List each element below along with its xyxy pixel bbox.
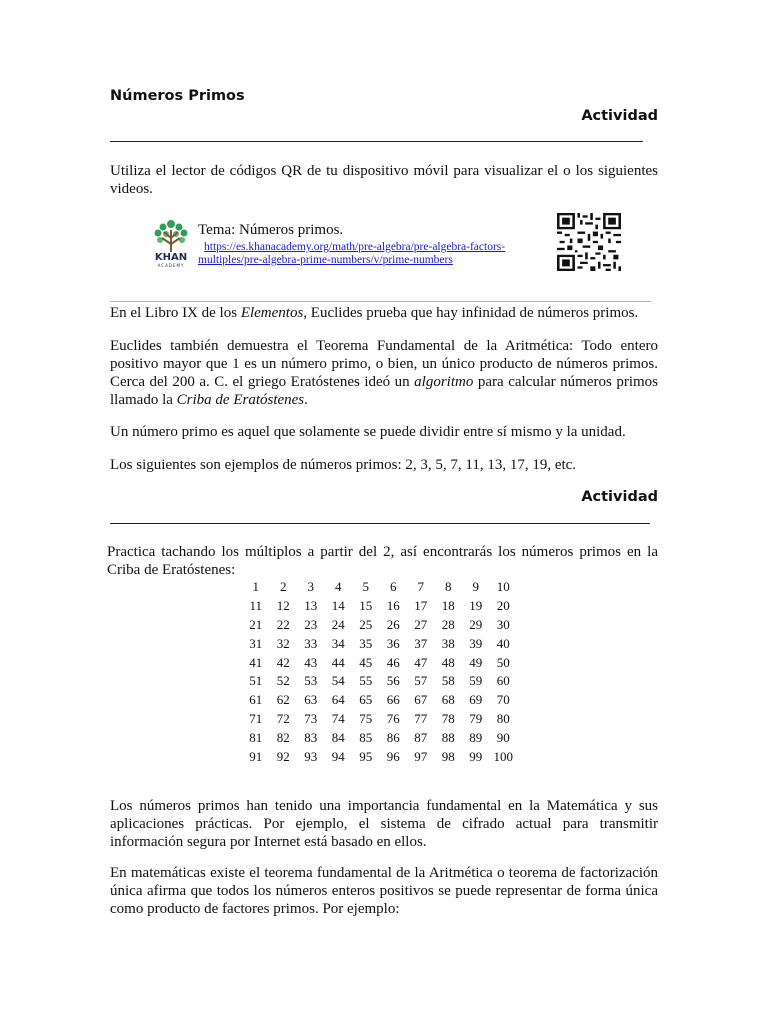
factorization-paragraph: En matemáticas existe el teorema fundamental de la Aritmética o teorema de factorización única afirma que todos los números enteros positivos se puede representar de forma única como producto de factores primos. Por ejemplo: <box>110 865 658 917</box>
khan-logo-subtext: ACADEMY <box>157 263 185 268</box>
sieve-number[interactable]: 30 <box>496 616 510 632</box>
sieve-number[interactable]: 54 <box>331 673 345 689</box>
sieve-number[interactable]: 49 <box>469 654 483 670</box>
sieve-number[interactable]: 12 <box>276 598 290 614</box>
sieve-number[interactable]: 50 <box>496 654 510 670</box>
sieve-number[interactable]: 7 <box>417 579 424 595</box>
sieve-number[interactable]: 74 <box>331 710 345 726</box>
text-span: para calcular números primos llamado la <box>110 374 658 408</box>
sieve-number[interactable]: 40 <box>496 635 510 651</box>
sieve-number[interactable]: 94 <box>331 748 345 764</box>
sieve-number[interactable]: 56 <box>386 673 400 689</box>
sieve-number[interactable]: 52 <box>276 673 290 689</box>
sieve-number[interactable]: 76 <box>386 710 400 726</box>
prime-definition: Un número primo es aquel que solamente se puede dividir entre sí mismo y la unidad. <box>110 424 626 440</box>
qr-code-icon <box>557 213 621 271</box>
sieve-number[interactable]: 87 <box>414 729 428 745</box>
sieve-number[interactable]: 38 <box>441 635 455 651</box>
sieve-number[interactable]: 100 <box>493 748 513 764</box>
separator-line-2 <box>110 523 650 524</box>
sieve-number[interactable]: 39 <box>469 635 483 651</box>
sieve-number[interactable]: 84 <box>331 729 345 745</box>
sieve-number[interactable]: 13 <box>304 598 318 614</box>
activity-heading-2: Actividad <box>581 489 658 505</box>
text-span: , Euclides prueba que hay infinidad de números primos. <box>303 305 639 321</box>
sieve-number[interactable]: 3 <box>307 579 314 595</box>
sieve-number[interactable]: 26 <box>386 616 400 632</box>
sieve-number[interactable]: 53 <box>304 673 318 689</box>
sieve-number[interactable]: 46 <box>386 654 400 670</box>
sieve-number[interactable]: 45 <box>359 654 373 670</box>
sieve-number[interactable]: 86 <box>386 729 400 745</box>
text-span: Euclides también demuestra el Teorema Fundamental de la Aritmética: Todo entero positivo mayor que 1 es un número primo, o bien, un único producto de números primos. Cerca del 200 a. C. el griego Eratóstenes ideó un <box>110 338 658 390</box>
sieve-row <box>242 653 517 672</box>
sieve-number[interactable]: 14 <box>331 598 345 614</box>
khan-logo-text: KHAN <box>154 252 188 263</box>
sieve-number[interactable]: 92 <box>276 748 290 764</box>
sieve-number[interactable]: 55 <box>359 673 373 689</box>
sieve-number[interactable]: 64 <box>331 692 345 708</box>
sieve-number[interactable]: 63 <box>304 692 318 708</box>
sieve-number[interactable]: 82 <box>276 729 290 745</box>
sieve-number[interactable]: 75 <box>359 710 373 726</box>
sieve-number[interactable]: 79 <box>469 710 483 726</box>
sieve-number[interactable]: 47 <box>414 654 428 670</box>
sieve-number[interactable]: 58 <box>441 673 455 689</box>
sieve-number[interactable]: 8 <box>445 579 452 595</box>
sieve-row <box>242 747 517 766</box>
sieve-number[interactable]: 1 <box>252 579 259 595</box>
sieve-row <box>242 672 517 691</box>
sieve-number[interactable]: 2 <box>280 579 287 595</box>
sieve-number[interactable]: 36 <box>386 635 400 651</box>
sieve-number[interactable]: 43 <box>304 654 318 670</box>
prime-examples: Los siguientes son ejemplos de números primos: 2, 3, 5, 7, 11, 13, 17, 19, etc. <box>110 457 577 473</box>
sieve-number[interactable]: 83 <box>304 729 318 745</box>
sieve-number[interactable]: 98 <box>441 748 455 764</box>
theorem-paragraph <box>110 337 658 409</box>
sieve-number[interactable]: 73 <box>304 710 318 726</box>
practice-instruction: Practica tachando los múltiplos a partir del 2, así encontrarás los números primos en la Criba de Eratóstenes: <box>107 544 658 578</box>
sieve-number[interactable]: 85 <box>359 729 373 745</box>
sieve-number[interactable]: 77 <box>414 710 428 726</box>
sieve-row <box>242 728 517 747</box>
sieve-number[interactable]: 89 <box>469 729 483 745</box>
sieve-number[interactable]: 5 <box>362 579 369 595</box>
sieve-number[interactable]: 17 <box>414 598 428 614</box>
sieve-number[interactable]: 91 <box>249 748 263 764</box>
sieve-number[interactable]: 23 <box>304 616 318 632</box>
sieve-number[interactable]: 80 <box>496 710 510 726</box>
sieve-number[interactable]: 41 <box>249 654 263 670</box>
sieve-number[interactable]: 32 <box>276 635 290 651</box>
sieve-number[interactable]: 69 <box>469 692 483 708</box>
qr-code-graphic <box>557 213 621 271</box>
sieve-number[interactable]: 48 <box>441 654 455 670</box>
sieve-number[interactable]: 4 <box>335 579 342 595</box>
sieve-number[interactable]: 27 <box>414 616 428 632</box>
sieve-row <box>242 691 517 710</box>
sieve-number[interactable]: 57 <box>414 673 428 689</box>
video-link-line-1[interactable]: https://es.khanacademy.org/math/pre-algebra/pre-algebra-factors- <box>204 241 506 253</box>
sieve-number[interactable]: 29 <box>469 616 483 632</box>
sieve-number[interactable]: 10 <box>496 579 510 595</box>
sieve-number[interactable]: 6 <box>390 579 397 595</box>
sieve-number[interactable]: 93 <box>304 748 318 764</box>
sieve-row <box>242 616 517 635</box>
video-topic: Tema: Números primos. <box>198 222 344 238</box>
sieve-number[interactable]: 72 <box>276 710 290 726</box>
sieve-of-eratosthenes <box>242 578 517 766</box>
sieve-number[interactable]: 78 <box>441 710 455 726</box>
criba-emphasis: Criba de Eratóstenes <box>176 392 305 408</box>
sieve-number[interactable]: 21 <box>249 616 263 632</box>
separator-line <box>110 141 643 142</box>
sieve-number[interactable]: 44 <box>331 654 345 670</box>
sieve-number[interactable]: 37 <box>414 635 428 651</box>
sieve-number[interactable]: 95 <box>359 748 373 764</box>
sieve-number[interactable]: 25 <box>359 616 373 632</box>
sieve-number[interactable]: 61 <box>249 692 263 708</box>
sieve-number[interactable]: 97 <box>414 748 428 764</box>
khan-academy-logo <box>150 218 192 270</box>
text-span: En el Libro IX de los <box>110 305 241 321</box>
sieve-number[interactable]: 24 <box>331 616 345 632</box>
page-title: Números Primos <box>110 88 245 104</box>
sieve-row <box>242 597 517 616</box>
sieve-number[interactable]: 88 <box>441 729 455 745</box>
sieve-number[interactable]: 62 <box>276 692 290 708</box>
sieve-number[interactable]: 22 <box>276 616 290 632</box>
video-link-line-2[interactable]: multiples/pre-algebra-prime-numbers/v/prime-numbers <box>198 254 453 266</box>
sieve-number[interactable]: 99 <box>469 748 483 764</box>
sieve-number[interactable]: 81 <box>249 729 263 745</box>
sieve-number[interactable]: 20 <box>496 598 510 614</box>
sieve-number[interactable]: 9 <box>472 579 479 595</box>
sieve-number[interactable]: 34 <box>331 635 345 651</box>
sieve-number[interactable]: 31 <box>249 635 263 651</box>
section-divider <box>110 301 651 302</box>
sieve-number[interactable]: 67 <box>414 692 428 708</box>
text-span: . <box>304 392 308 408</box>
elements-paragraph <box>110 304 658 322</box>
elementos-emphasis: Elementos <box>240 305 304 321</box>
algoritmo-emphasis: algoritmo <box>414 374 474 390</box>
sieve-number[interactable]: 96 <box>386 748 400 764</box>
sieve-number[interactable]: 18 <box>441 598 455 614</box>
sieve-number[interactable]: 35 <box>359 635 373 651</box>
sieve-number[interactable]: 11 <box>249 598 263 614</box>
sieve-number[interactable]: 16 <box>386 598 400 614</box>
sieve-number[interactable]: 68 <box>441 692 455 708</box>
sieve-row <box>242 634 517 653</box>
sieve-number[interactable]: 42 <box>276 654 290 670</box>
sieve-number[interactable]: 15 <box>359 598 373 614</box>
sieve-number[interactable]: 66 <box>386 692 400 708</box>
sieve-number[interactable]: 65 <box>359 692 373 708</box>
sieve-number[interactable]: 71 <box>249 710 263 726</box>
sieve-number[interactable]: 70 <box>496 692 510 708</box>
sieve-number[interactable]: 90 <box>496 729 510 745</box>
sieve-row <box>242 578 517 597</box>
intro-paragraph: Utiliza el lector de códigos QR de tu dispositivo móvil para visualizar el o los siguientes videos. <box>110 163 658 197</box>
sieve-number[interactable]: 33 <box>304 635 318 651</box>
activity-heading: Actividad <box>581 108 658 124</box>
sieve-number[interactable]: 51 <box>249 673 263 689</box>
sieve-number[interactable]: 60 <box>496 673 510 689</box>
sieve-number[interactable]: 28 <box>441 616 455 632</box>
sieve-number[interactable]: 19 <box>469 598 483 614</box>
sieve-row <box>242 710 517 729</box>
sieve-number[interactable]: 59 <box>469 673 483 689</box>
importance-paragraph: Los números primos han tenido una importancia fundamental en la Matemática y sus aplicaciones prácticas. Por ejemplo, el sistema de cifrado actual para transmitir información segura por Internet está basado en ellos. <box>110 798 658 850</box>
